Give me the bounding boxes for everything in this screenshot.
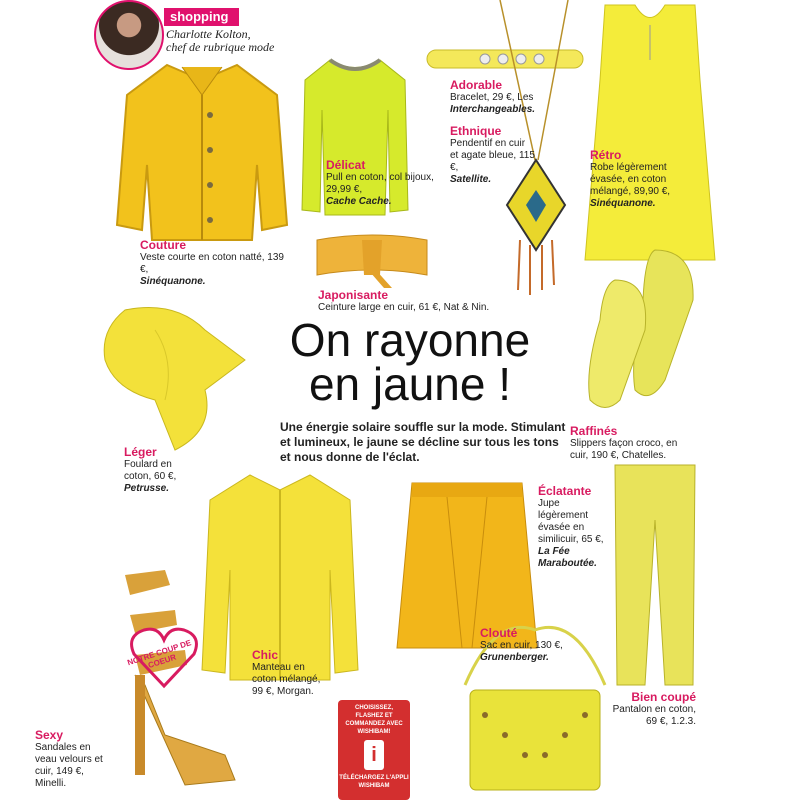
caption-brand: Petrusse. xyxy=(124,483,170,494)
wishibam-promo[interactable] xyxy=(338,700,410,800)
caption-desc: Jupe légèrement évasée en similicuir, 65 €, xyxy=(538,498,604,545)
caption-adorable xyxy=(450,78,580,116)
caption-title: Ethnique xyxy=(450,124,502,138)
caption-chic xyxy=(252,648,330,698)
caption-couture xyxy=(140,238,290,288)
section-tag: shopping xyxy=(164,8,239,26)
favorite-badge: NOTRE COUP DE COEUR xyxy=(126,638,193,671)
caption-title: Délicat xyxy=(326,158,366,172)
caption-brand: Sinéquanone. xyxy=(140,276,206,287)
promo-text: CHOISISSEZ, FLASHEZ ET COMMANDEZ AVEC WISHIBAM! xyxy=(345,705,403,735)
caption-desc: Sac en cuir, 130 €, xyxy=(480,640,563,651)
caption-delicat xyxy=(326,158,446,208)
page-headline xyxy=(260,314,560,410)
caption-bien-coupe xyxy=(600,690,696,728)
caption-title: Raffinés xyxy=(570,424,618,438)
headline-line-1: On rayonne xyxy=(289,314,531,366)
caption-leger xyxy=(124,445,194,495)
author-credit xyxy=(166,28,274,54)
caption-raffines xyxy=(570,424,690,462)
caption-desc: Manteau en coton mélangé, 99 €, Morgan. xyxy=(252,662,321,697)
slippers-image xyxy=(565,240,715,410)
promo-footer: TÉLÉCHARGEZ L'APPLI WISHIBAM xyxy=(339,775,409,789)
scarf-image xyxy=(95,300,250,455)
caption-brand: Interchangeables. xyxy=(450,104,536,115)
caption-desc: Bracelet, 29 €, Les xyxy=(450,92,534,103)
caption-desc: Slippers façon croco, en cuir, 190 €, Chatelles. xyxy=(570,438,678,461)
author-role: chef de rubrique mode xyxy=(166,40,275,54)
caption-desc: Pendentif en cuir et agate bleue, 115 €, xyxy=(450,138,535,173)
caption-brand: Cache Cache. xyxy=(326,196,392,207)
caption-title: Sexy xyxy=(35,728,64,742)
caption-brand: Grunenberger. xyxy=(480,652,549,663)
caption-cloute xyxy=(480,626,590,664)
jacket-image xyxy=(112,55,292,245)
caption-title: Léger xyxy=(124,445,157,459)
caption-desc: Veste courte en coton natté, 139 €, xyxy=(140,252,284,275)
caption-brand: Satellite. xyxy=(450,174,492,185)
caption-eclatante xyxy=(538,484,610,570)
caption-title: Bien coupé xyxy=(631,690,696,704)
caption-retro xyxy=(590,148,685,210)
caption-ethnique xyxy=(450,124,535,186)
caption-desc: Ceinture large en cuir, 61 €, Nat & Nin. xyxy=(318,302,490,313)
caption-title: Éclatante xyxy=(538,484,592,498)
caption-title: Rétro xyxy=(590,148,622,162)
caption-title: Japonisante xyxy=(318,288,389,302)
caption-desc: Sandales en veau velours et cuir, 149 €, Minelli. xyxy=(35,742,103,789)
caption-title: Chic xyxy=(252,648,279,662)
caption-title: Couture xyxy=(140,238,186,252)
caption-japonisante xyxy=(318,288,518,314)
caption-desc: Pull en coton, col bijoux, 29,99 €, xyxy=(326,172,434,195)
belt-image xyxy=(312,230,432,290)
intro-paragraph: Une énergie solaire souffle sur la mode. Stimulant et lumineux, le jaune se décline sur tous les tons et nous donne de l'éclat. xyxy=(280,420,566,464)
caption-desc: Robe légèrement évasée, en coton mélangé, 89,90 €, xyxy=(590,162,671,197)
author-name: Charlotte Kolton, xyxy=(166,27,251,41)
phone-icon: i xyxy=(364,740,384,770)
trousers-image xyxy=(605,460,705,690)
caption-desc: Pantalon en coton, 69 €, 1.2.3. xyxy=(612,704,696,727)
caption-brand: La Fée Maraboutée. xyxy=(538,546,597,569)
dress-image xyxy=(580,0,720,265)
caption-brand: Sinéquanone. xyxy=(590,198,656,209)
caption-sexy xyxy=(35,728,115,790)
headline-line-2: en jaune ! xyxy=(308,358,512,410)
caption-title: Clouté xyxy=(480,626,518,640)
caption-title: Adorable xyxy=(450,78,503,92)
caption-desc: Foulard en coton, 60 €, xyxy=(124,459,177,482)
